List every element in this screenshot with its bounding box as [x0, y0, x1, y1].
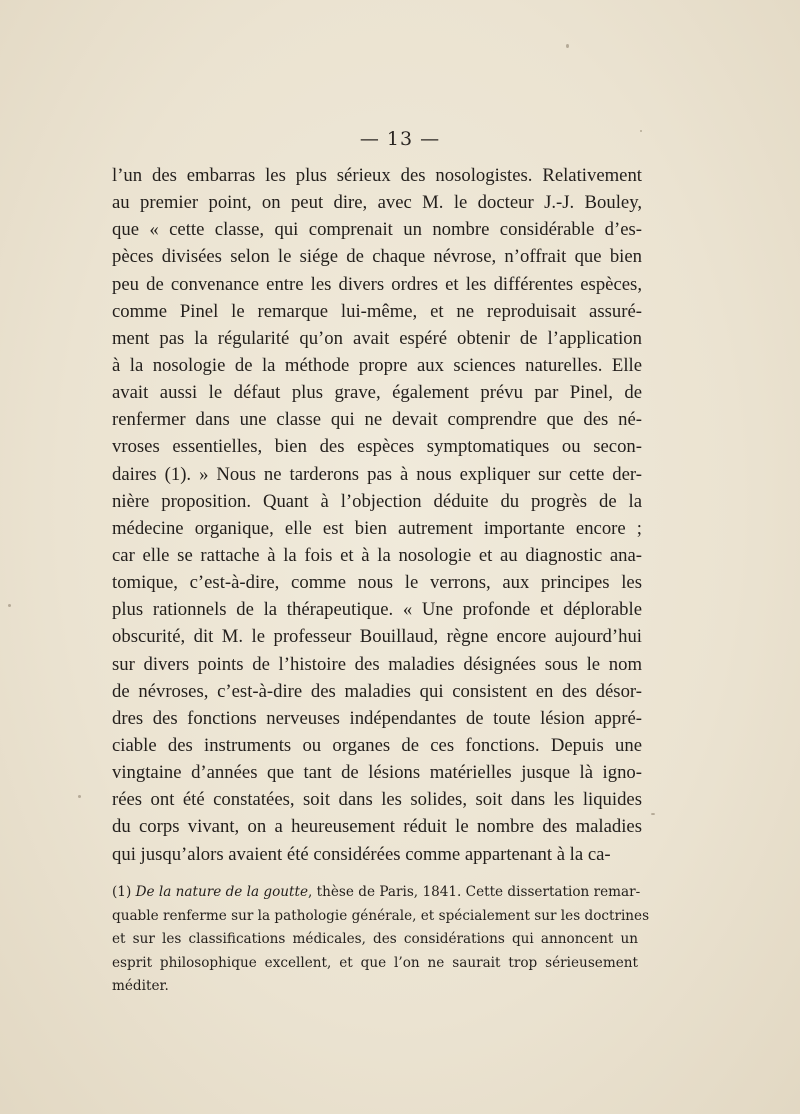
text-line: daires (1). » Nous ne tarderons pas à nous expliquer sur cette der- — [112, 463, 642, 485]
text-line: sur divers points de l’histoire des maladies désignées sous le nom — [112, 653, 642, 675]
page-number: — 13 — — [359, 128, 441, 150]
text-line: médecine organique, elle est bien autrement importante encore ; — [112, 517, 642, 539]
footnote-line: esprit philosophique excellent, et que l’on ne saurait trop sérieusement — [112, 954, 638, 971]
text-line: comme Pinel le remarque lui-même, et ne reproduisait assuré- — [112, 300, 642, 322]
paper-speck — [566, 44, 569, 48]
text-line: pèces divisées selon le siége de chaque névrose, n’offrait que bien — [112, 246, 642, 268]
text-line: que « cette classe, qui comprenait un nombre considérable d’es- — [112, 219, 642, 241]
text-line: vroses essentielles, bien des espèces symptomatiques ou secon- — [112, 436, 642, 458]
text-line: car elle se rattache à la fois et à la nosologie et au diagnostic ana- — [112, 544, 642, 566]
text-line: vingtaine d’années que tant de lésions matérielles jusque là igno- — [112, 762, 642, 784]
footnote-line — [112, 881, 641, 905]
text-line: du corps vivant, on a heureusement réduit le nombre des maladies — [112, 816, 642, 838]
text-line: tomique, c’est-à-dire, comme nous le verrons, aux principes les — [112, 572, 642, 594]
text-line: avait aussi le défaut plus grave, également prévu par Pinel, de — [112, 382, 642, 404]
paper-speck — [78, 795, 81, 798]
footnote-lead-text: , thèse de Paris, 1841. Cette dissertation remar- — [308, 884, 641, 900]
footnote-line: quable renferme sur la pathologie générale, et spécialement sur les doctrines — [112, 907, 650, 924]
paper-speck — [651, 813, 655, 815]
text-line: plus rationnels de la thérapeutique. « Une profonde et déplorable — [112, 599, 642, 621]
footnote-marker: (1) — [112, 884, 132, 900]
text-line: l’un des embarras les plus sérieux des nosologistes. Relativement — [112, 165, 642, 186]
text-line: qui jusqu’alors avaient été considérées comme appartenant à la ca- — [112, 843, 611, 865]
text-line: rées ont été constatées, soit dans les solides, soit dans les liquides — [112, 789, 642, 811]
text-line: obscurité, dit M. le professeur Bouillaud, règne encore aujourd’hui — [112, 626, 642, 648]
footnote — [112, 881, 650, 999]
text-line: renfermer dans une classe qui ne devait comprendre que des né- — [112, 409, 642, 431]
text-line: de névroses, c’est-à-dire des maladies qui consistent en des désor- — [112, 680, 642, 702]
paper-speck — [8, 604, 11, 607]
text-line: à la nosologie de la méthode propre aux sciences naturelles. Elle — [112, 354, 642, 376]
body-text — [112, 162, 642, 868]
text-line: nière proposition. Quant à l’objection déduite du progrès de la — [112, 490, 642, 512]
text-line: au premier point, on peut dire, avec M. le docteur J.-J. Bouley, — [112, 192, 642, 214]
text-line: peu de convenance entre les divers ordres et les différentes espèces, — [112, 273, 642, 295]
text-line: ciable des instruments ou organes de ces fonctions. Depuis une — [112, 734, 642, 756]
text-line: dres des fonctions nerveuses indépendantes de toute lésion appré- — [112, 707, 642, 729]
text-line: ment pas la régularité qu’on avait espéré obtenir de l’application — [112, 327, 642, 349]
footnote-line: et sur les classifications médicales, des considérations qui annoncent un — [112, 931, 638, 948]
footnote-cited-title: De la nature de la goutte — [135, 884, 309, 900]
footnote-line: méditer. — [112, 978, 169, 995]
